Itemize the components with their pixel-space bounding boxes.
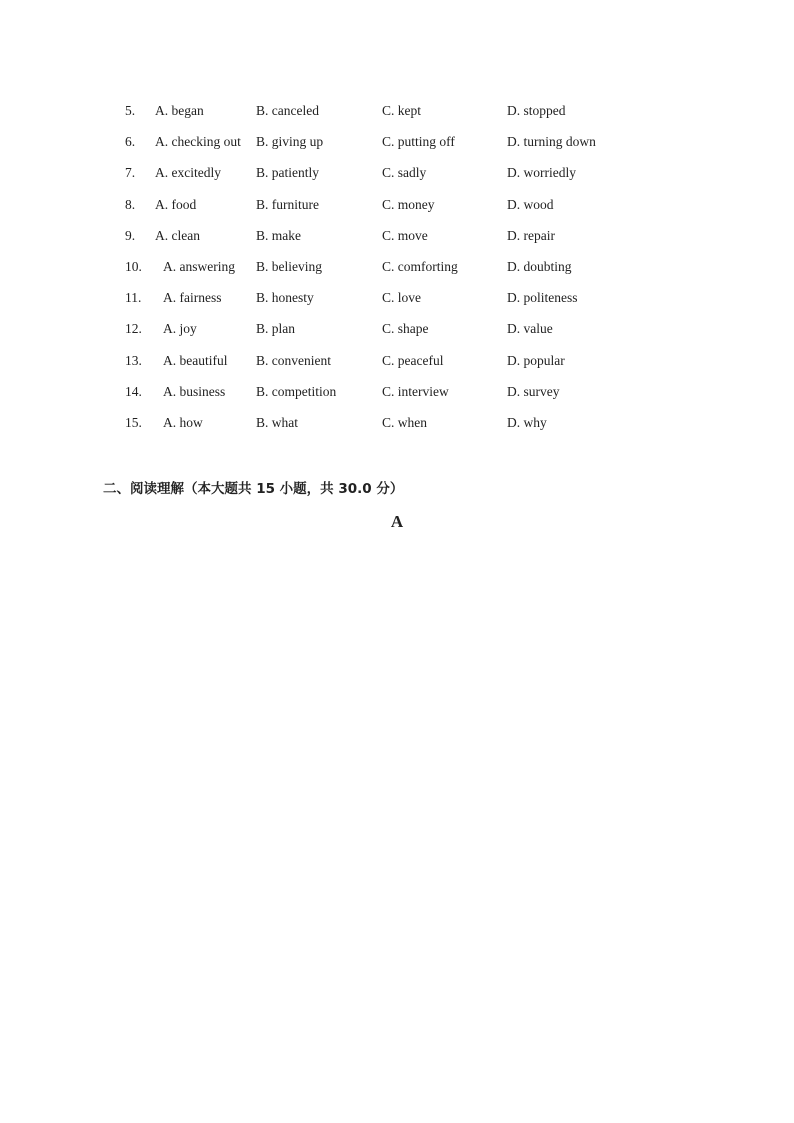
option-c: C. comforting xyxy=(382,258,458,274)
question-list xyxy=(0,101,794,444)
option-d: D. politeness xyxy=(507,290,578,306)
option-c: C. love xyxy=(382,290,421,306)
option-d: D. why xyxy=(507,414,547,430)
question-row-7 xyxy=(0,163,794,194)
question-row-8 xyxy=(0,195,794,226)
option-a: A. excitedly xyxy=(155,165,221,181)
option-c: C. putting off xyxy=(382,134,455,150)
option-c: C. money xyxy=(382,196,435,212)
section-heading: 二、阅读理解（本大题共 15 小题，共 30.0 分） xyxy=(103,481,404,497)
option-a: A. business xyxy=(163,383,226,399)
option-d: D. survey xyxy=(507,383,560,399)
option-d: D. value xyxy=(507,321,553,337)
question-row-15 xyxy=(0,413,794,444)
option-d: D. turning down xyxy=(507,134,596,150)
option-a: A. food xyxy=(155,196,197,212)
question-number: 15. xyxy=(125,414,142,430)
question-row-13 xyxy=(0,351,794,382)
option-b: B. patiently xyxy=(256,165,319,181)
option-c: C. kept xyxy=(382,103,421,118)
option-a: A. checking out xyxy=(155,134,241,150)
option-c: C. sadly xyxy=(382,165,427,181)
question-number: 12. xyxy=(125,321,142,337)
question-row-5 xyxy=(0,101,794,132)
option-b: B. canceled xyxy=(256,103,319,118)
option-c: C. peaceful xyxy=(382,352,444,368)
question-number: 14. xyxy=(125,383,142,399)
option-d: D. doubting xyxy=(507,258,572,274)
option-b: B. believing xyxy=(256,258,322,274)
question-number: 13. xyxy=(125,352,142,368)
option-a: A. answering xyxy=(163,258,235,274)
option-c: C. move xyxy=(382,227,428,243)
passage-title: A xyxy=(390,512,404,531)
option-a: A. joy xyxy=(163,321,197,337)
option-c: C. shape xyxy=(382,321,429,337)
option-a: A. beautiful xyxy=(163,352,228,368)
question-number: 7. xyxy=(125,165,136,181)
option-b: B. plan xyxy=(256,321,295,337)
question-number: 9. xyxy=(125,227,136,243)
question-row-14 xyxy=(0,382,794,413)
option-b: B. giving up xyxy=(256,134,324,150)
option-a: A. fairness xyxy=(163,290,222,306)
option-b: B. convenient xyxy=(256,352,331,368)
option-d: D. repair xyxy=(507,227,555,243)
question-row-12 xyxy=(0,319,794,350)
option-a: A. clean xyxy=(155,227,200,243)
option-d: D. worriedly xyxy=(507,165,576,181)
option-c: C. when xyxy=(382,414,427,430)
option-d: D. stopped xyxy=(507,103,566,118)
option-d: D. popular xyxy=(507,352,565,368)
question-number: 6. xyxy=(125,134,136,150)
question-row-9 xyxy=(0,226,794,257)
question-row-11 xyxy=(0,288,794,319)
option-b: B. honesty xyxy=(256,290,314,306)
option-a: A. how xyxy=(163,414,203,430)
option-b: B. competition xyxy=(256,383,337,399)
option-b: B. what xyxy=(256,414,298,430)
question-number: 10. xyxy=(125,258,142,274)
option-b: B. furniture xyxy=(256,196,319,212)
question-row-6 xyxy=(0,132,794,163)
option-b: B. make xyxy=(256,227,301,243)
option-a: A. began xyxy=(155,103,204,118)
question-number: 5. xyxy=(125,103,136,118)
question-number: 11. xyxy=(125,290,142,306)
option-d: D. wood xyxy=(507,196,554,212)
question-row-10 xyxy=(0,257,794,288)
option-c: C. interview xyxy=(382,383,449,399)
question-number: 8. xyxy=(125,196,136,212)
